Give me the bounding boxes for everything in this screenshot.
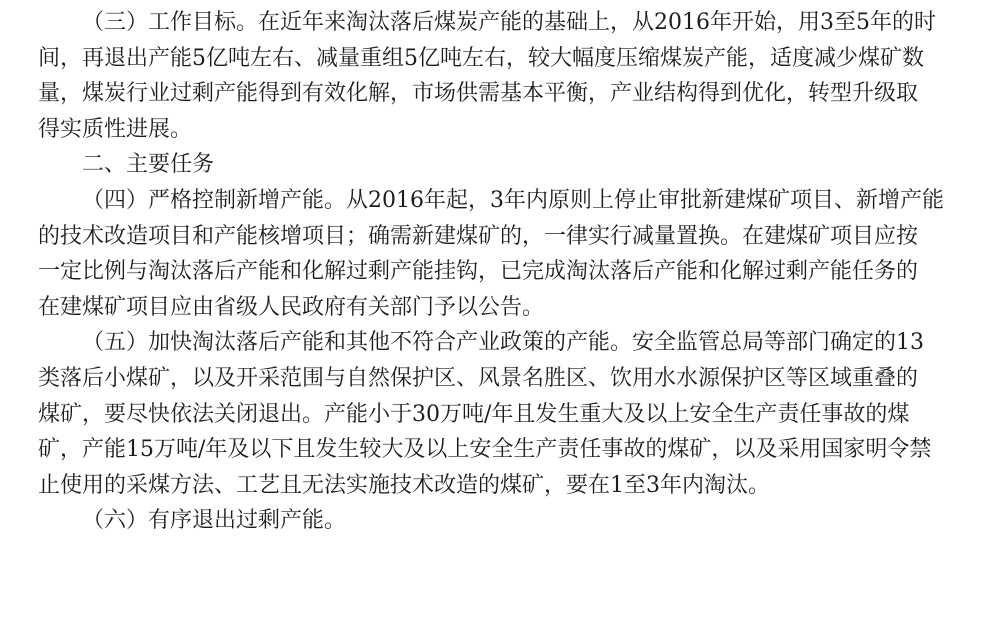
text-line: 量，煤炭行业过剩产能得到有效化解，市场供需基本平衡，产业结构得到优化，转型升级取	[38, 81, 919, 107]
text-line: 一定比例与淘汰落后产能和化解过剩产能挂钩，已完成淘汰落后产能和化解过剩产能任务的	[38, 259, 919, 285]
text-line: （四）严格控制新增产能。从2016年起，3年内原则上停止审批新建煤矿项目、新增产能	[82, 187, 944, 213]
text-line: （六）有序退出过剩产能。	[82, 508, 347, 534]
text-line: 类落后小煤矿，以及开采范围与自然保护区、风景名胜区、饮用水水源保护区等区域重叠的	[38, 365, 919, 391]
paragraph-work-goal	[38, 5, 980, 147]
section-heading	[38, 147, 980, 183]
text-line: （五）加快淘汰落后产能和其他不符合产业政策的产能。安全监管总局等部门确定的13	[82, 330, 924, 356]
paragraph-eliminate-backward-capacity	[38, 325, 980, 503]
paragraph-control-new-capacity	[38, 183, 980, 325]
text-line: 煤矿，要尽快依法关闭退出。产能小于30万吨/年且发生重大及以上安全生产责任事故的煤	[38, 401, 910, 427]
document-body	[38, 5, 980, 539]
paragraph-orderly-exit	[38, 503, 980, 539]
text-line: 间，再退出产能5亿吨左右、减量重组5亿吨左右，较大幅度压缩煤炭产能，适度减少煤矿数	[38, 45, 924, 71]
heading-text: 二、主要任务	[82, 152, 215, 178]
text-line: 在建煤矿项目应由省级人民政府有关部门予以公告。	[38, 294, 545, 320]
text-line: 止使用的采煤方法、工艺且无法实施技术改造的煤矿，要在1至3年内淘汰。	[38, 472, 770, 498]
text-line: 矿，产能15万吨/年及以下且发生较大及以上安全生产责任事故的煤矿，以及采用国家明令禁	[38, 437, 932, 463]
text-line: 的技术改造项目和产能核增项目；确需新建煤矿的，一律实行减量置换。在建煤矿项目应按	[38, 223, 919, 249]
text-line: 得实质性进展。	[38, 116, 193, 142]
text-line: （三）工作目标。在近年来淘汰落后煤炭产能的基础上，从2016年开始，用3至5年的时	[82, 10, 936, 35]
